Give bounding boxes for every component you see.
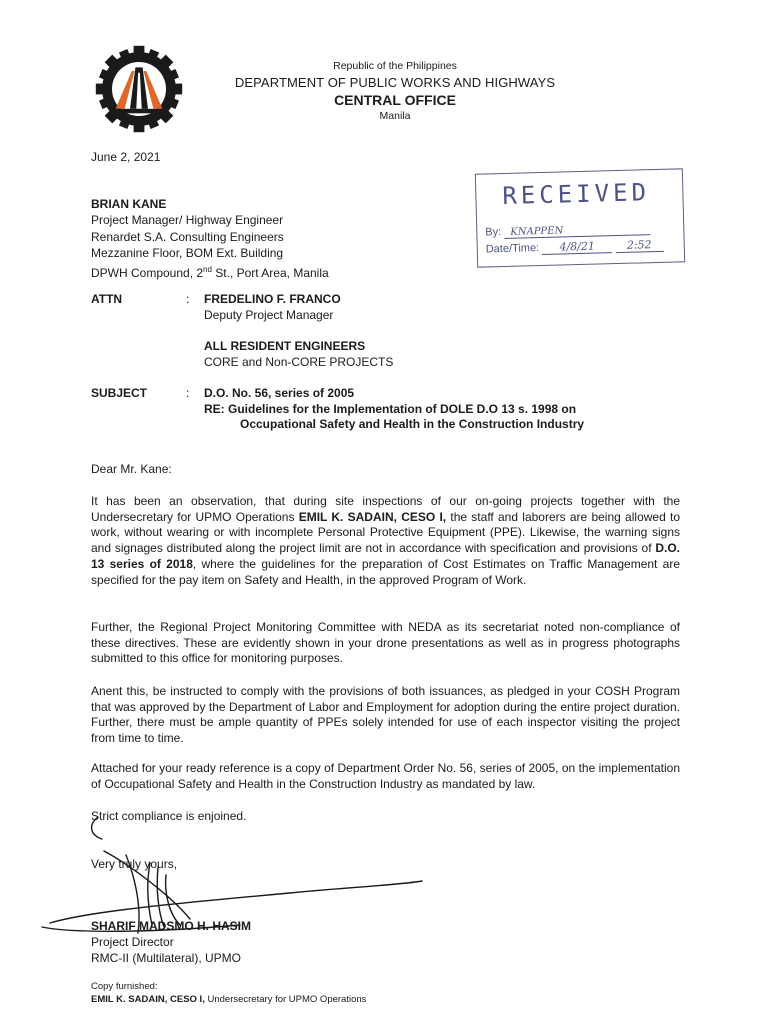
signatory-unit: RMC-II (Multilateral), UPMO	[91, 951, 242, 965]
header-city: Manila	[379, 110, 411, 122]
body-paragraph-4: Attached for your ready reference is a copy of Department Order No. 56, series of 2005, on the implementation of Occupational Safety and Health in the Construction Industry as mandated by law.	[91, 761, 680, 791]
attn-colon: :	[186, 292, 190, 306]
attn-group-block	[204, 339, 393, 370]
attn-group-sub: CORE and Non-CORE PROJECTS	[204, 354, 394, 369]
body-paragraph-2: Further, the Regional Project Monitoring Committee with NEDA as its secretariat noted non-compliance of these directives. These are evidently shown in your drone presentations as well as in progress photographs submitted to this office for monitoring purposes.	[91, 620, 680, 666]
signatory-name: SHARIF MADSMO H. HASIM	[91, 919, 251, 933]
subject-line1: D.O. No. 56, series of 2005	[204, 386, 355, 400]
letter-date: June 2, 2021	[91, 150, 161, 164]
stamp-datetime: Date/Time: 4/8/21 2:52	[486, 238, 664, 257]
subject-label: SUBJECT	[91, 386, 148, 400]
subject-line3: Occupational Safety and Health in the Construction Industry	[240, 417, 585, 431]
header-department: DEPARTMENT OF PUBLIC WORKS AND HIGHWAYS	[234, 75, 556, 90]
copy-furnished	[91, 980, 366, 1006]
attn-title: Deputy Project Manager	[204, 307, 334, 322]
stamp-by: By: KNAPPEN	[485, 222, 650, 239]
stamp-title: RECEIVED	[502, 178, 651, 211]
subject-block	[204, 386, 584, 433]
signatory-title: Project Director	[91, 935, 174, 949]
recipient-line: Mezzanine Floor, BOM Ext. Building	[91, 246, 284, 261]
signatory-block	[91, 918, 251, 966]
attn-block	[204, 292, 341, 323]
dpwh-seal-logo	[94, 44, 184, 134]
salutation: Dear Mr. Kane:	[91, 462, 172, 476]
header-office: CENTRAL OFFICE	[334, 92, 456, 108]
attn-label: ATTN	[91, 292, 123, 306]
attn-name: FREDELINO F. FRANCO	[204, 292, 341, 306]
subject-colon: :	[186, 386, 190, 400]
closing-compliance: Strict compliance is enjoined.	[91, 809, 247, 823]
recipient-name: BRIAN KANE	[91, 197, 167, 211]
copy-furnished-label: Copy furnished:	[91, 981, 158, 992]
attn-group: ALL RESIDENT ENGINEERS	[204, 339, 366, 353]
header-republic: Republic of the Philippines	[333, 60, 457, 72]
received-stamp	[475, 168, 685, 267]
copy-furnished-recipient: EMIL K. SADAIN, CESO I, Undersecretary for UPMO Operations	[91, 994, 367, 1005]
recipient-line: Renardet S.A. Consulting Engineers	[91, 229, 284, 244]
closing-valediction: Very truly yours,	[91, 857, 178, 871]
recipient-line: Project Manager/ Highway Engineer	[91, 213, 284, 228]
subject-line2: RE: Guidelines for the Implementation of DOLE D.O 13 s. 1998 on	[204, 401, 577, 416]
recipient-compound: DPWH Compound, 2nd St., Port Area, Manila	[91, 264, 329, 280]
body-paragraph-1: It has been an observation, that during site inspections of our on-going projects together with the Undersecretary for UPMO Operations EMIL K. SADAIN, CESO I, the staff and laborers are being allowed to work, without wearing or with incomplete Personal Protective Equipment (PPE). Likewise, the warning signs and signages distributed along the project limit are not in accordance with specification and provisions of D.O. 13 series of 2018, where the guidelines for the preparation of Cost Estimates on Traffic Management are specified for the pay item on Safety and Health, in the approved Program of Work.	[91, 494, 681, 587]
body-paragraph-3: Anent this, be instructed to comply with the provisions of both issuances, as pledged in your COSH Program that was approved by the Department of Labor and Employment for adoption during the entire project duration. Further, there must be ample quantity of PPEs solely intended for use of each inspector visiting the project from time to time.	[91, 684, 680, 746]
recipient-address	[91, 196, 329, 281]
